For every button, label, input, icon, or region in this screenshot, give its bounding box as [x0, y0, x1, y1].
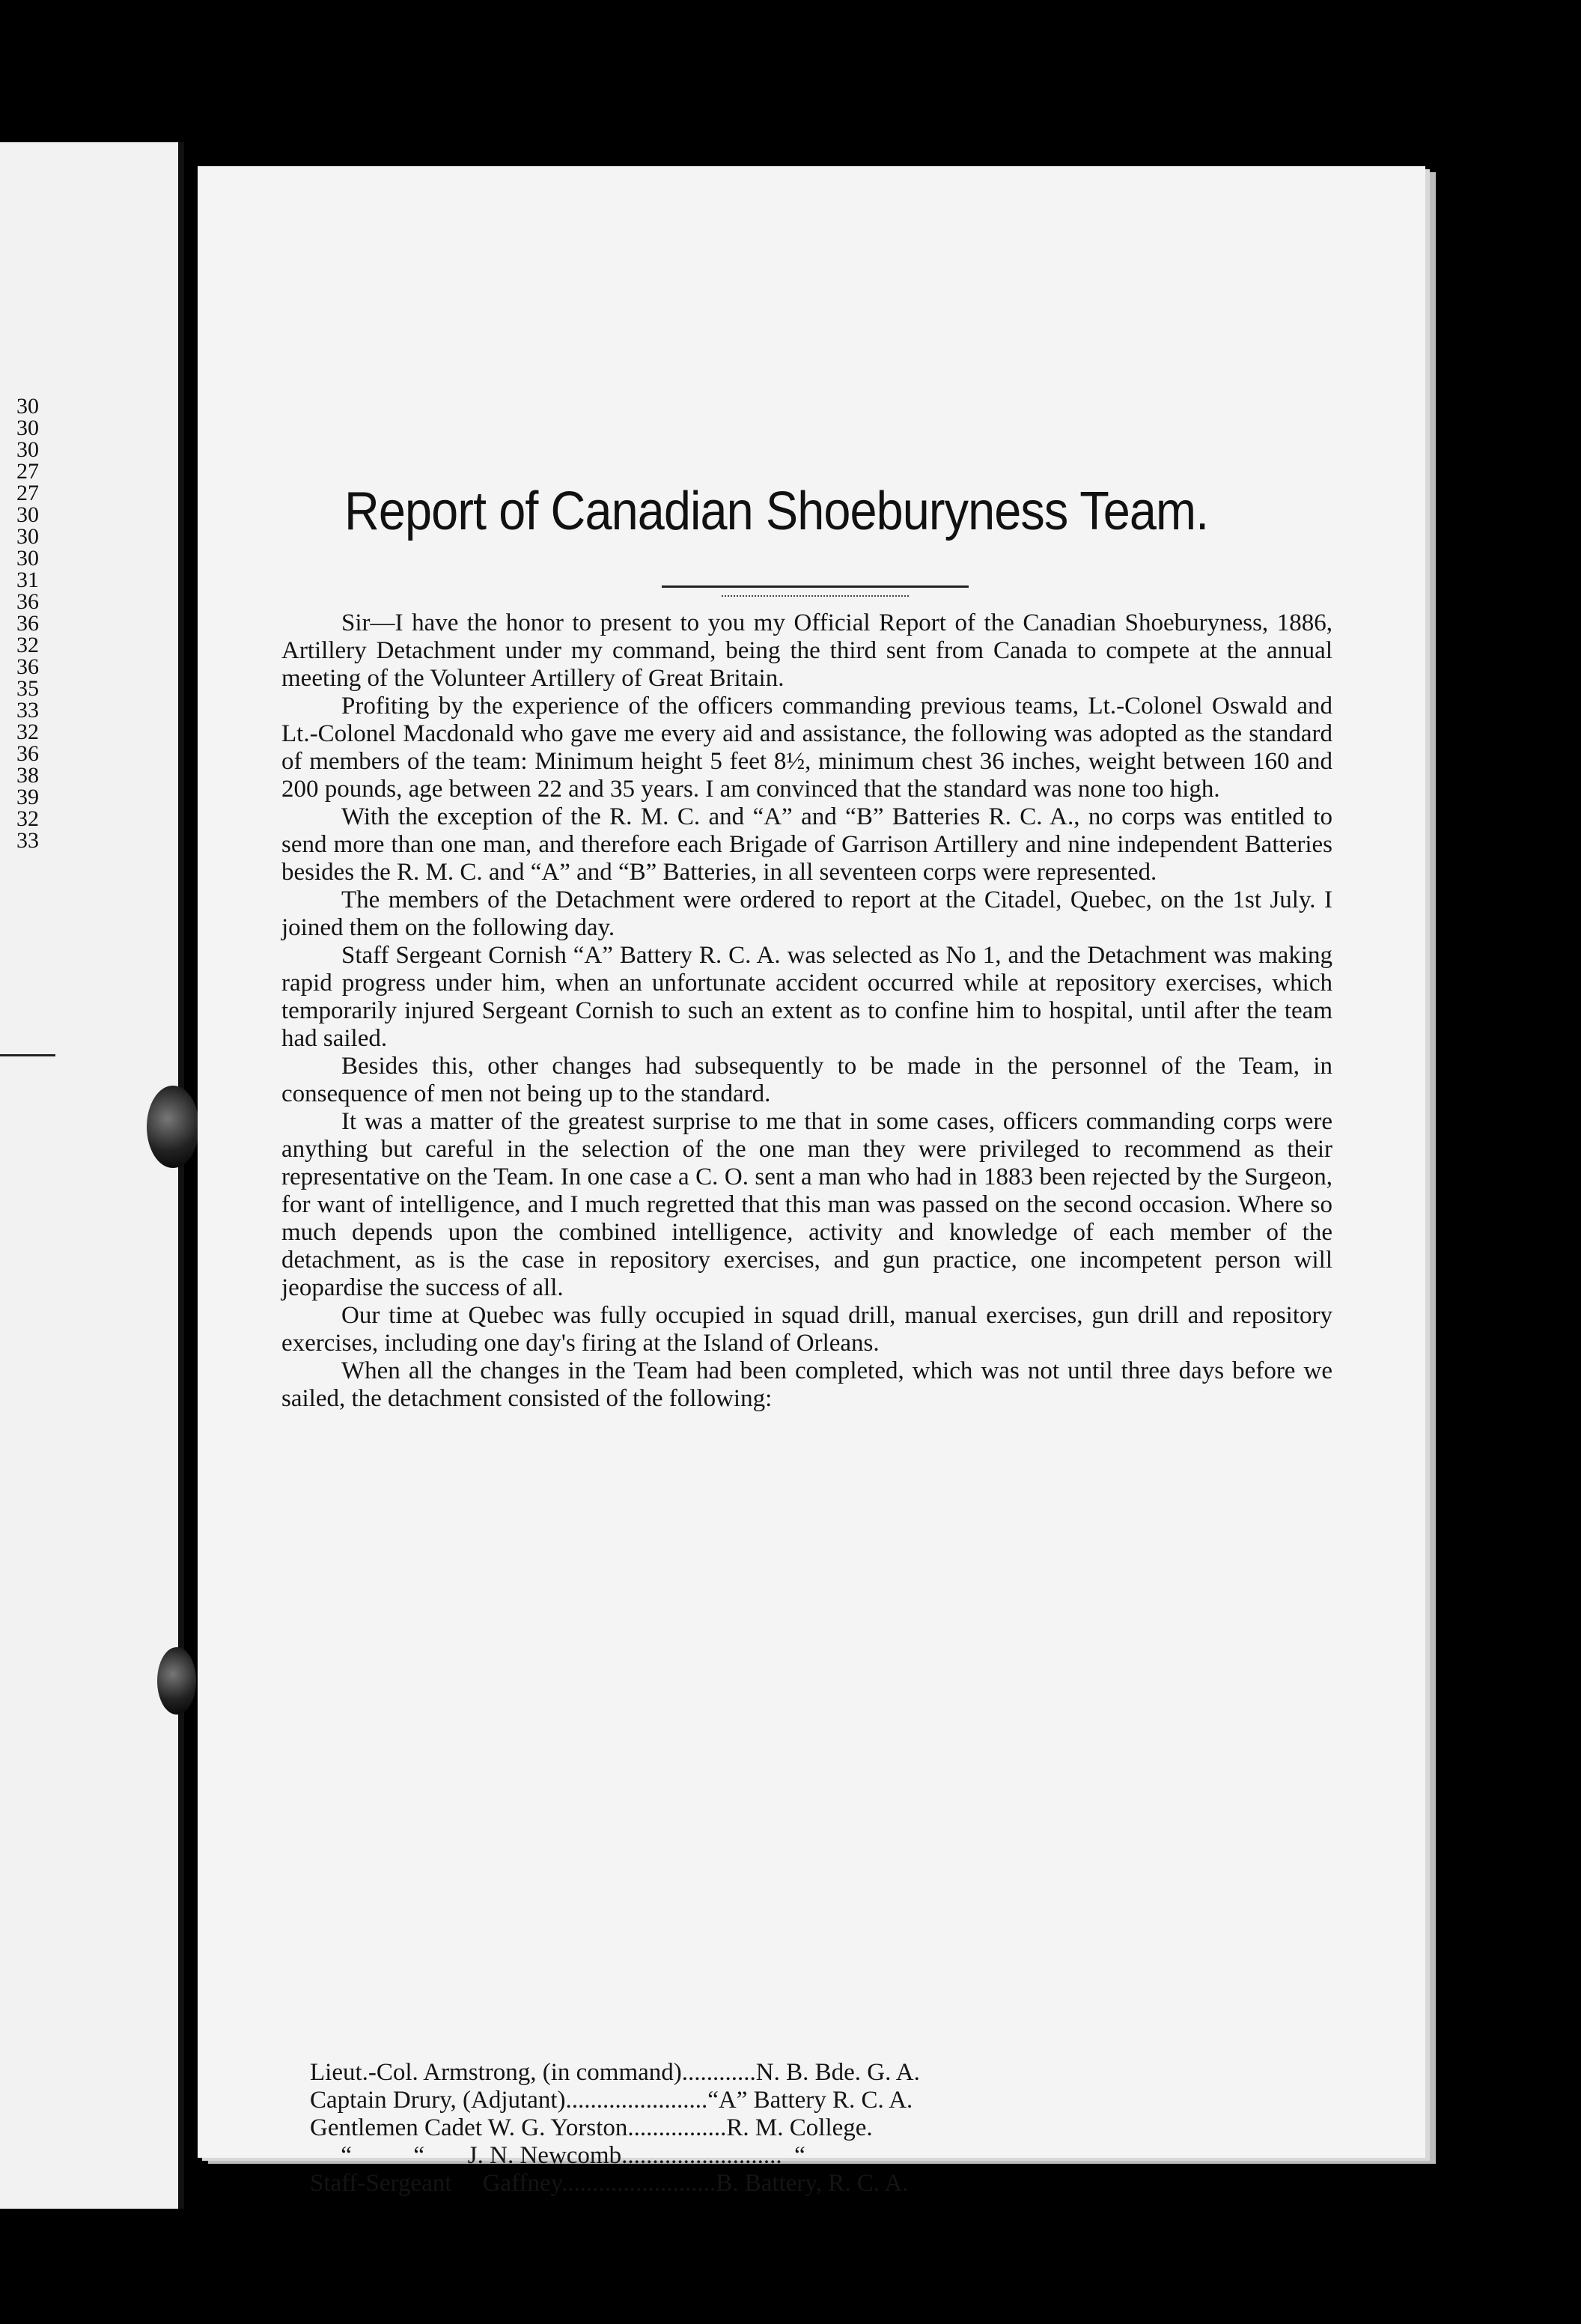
left-page-number: 36 — [16, 589, 39, 614]
report-paragraph: It was a matter of the greatest surprise to me that in some cases, officers commanding corps were anything but careful in the selection of the one man they were privileged to recommend as their representative on the Team. In one case a C. O. sent a man who had in 1883 been rejected by the Surgeon, for want of intelligence, and I much regretted that this man was passed on the second occasion. Where so much depends upon the combined intelligence, activity and knowledge of each member of the detachment, as is the case in repository exercises, and gun practice, one incompetent person will jeopardise the success of all. — [281, 1108, 1332, 1301]
roster-entry: “ “ J. N. Newcomb.......................... “ — [310, 2142, 805, 2169]
left-page-number: 30 — [16, 416, 39, 440]
report-paragraph: With the exception of the R. M. C. and “A” and “B” Batteries R. C. A., no corps was entitled to send more than one man, and therefore each Brigade of Garrison Artillery and nine independent Batteries besides the R. M. C. and “A” and “B” Batteries, in all seventeen corps were represented. — [281, 803, 1332, 886]
left-page-number: 32 — [16, 633, 39, 657]
left-page-number: 30 — [16, 437, 39, 462]
left-page-number: 30 — [16, 394, 39, 419]
left-page-number: 30 — [16, 546, 39, 571]
left-page-number: 32 — [16, 806, 39, 831]
page-title: Report of Canadian Shoeburyness Team. — [344, 481, 1209, 541]
title-ornament — [722, 588, 909, 597]
roster-entry: Captain Drury, (Adjutant).......................“A” Battery R. C. A. — [310, 2087, 913, 2114]
left-page-number: 38 — [16, 763, 39, 788]
report-body — [281, 609, 1332, 1413]
left-page-number: 27 — [16, 459, 39, 484]
left-page-number: 35 — [16, 676, 39, 701]
left-page-rule — [0, 1054, 55, 1056]
left-page-number: 30 — [16, 502, 39, 527]
roster-entry: Staff-Sergeant Gaffney.........................B. Battery, R. C. A. — [310, 2170, 909, 2197]
left-page-number: 30 — [16, 524, 39, 549]
binding-thread-knot — [147, 1086, 199, 1168]
detachment-roster — [310, 2059, 1283, 2197]
left-page-number: 39 — [16, 785, 39, 809]
left-page-number: 27 — [16, 481, 39, 505]
left-page-number: 31 — [16, 568, 39, 592]
left-page-number-column — [16, 395, 61, 851]
roster-entry: Lieut.-Col. Armstrong, (in command)............N. B. Bde. G. A. — [310, 2059, 920, 2086]
left-page-number: 36 — [16, 611, 39, 636]
left-page-number: 36 — [16, 741, 39, 766]
left-page-number: 36 — [16, 654, 39, 679]
book-spine — [178, 142, 184, 2209]
main-page — [198, 166, 1425, 2197]
report-paragraph: Besides this, other changes had subsequently to be made in the personnel of the Team, in consequence of men not being up to the standard. — [281, 1053, 1332, 1107]
left-page-number: 33 — [16, 698, 39, 723]
binding-thread-knot — [157, 1647, 196, 1715]
roster-entry: Gentlemen Cadet W. G. Yorston................R. M. College. — [310, 2114, 873, 2141]
report-paragraph: When all the changes in the Team had been completed, which was not until three days before we sailed, the detachment consisted of the following: — [281, 1357, 1332, 1412]
report-paragraph: Our time at Quebec was fully occupied in squad drill, manual exercises, gun drill and repository exercises, including one day's firing at the Island of Orleans. — [281, 1302, 1332, 1357]
report-paragraph: The members of the Detachment were ordered to report at the Citadel, Quebec, on the 1st July. I joined them on the following day. — [281, 886, 1332, 941]
report-paragraph: Staff Sergeant Cornish “A” Battery R. C. A. was selected as No 1, and the Detachment was making rapid progress under him, when an unfortunate accident occurred while at repository exercises, which temporarily injured Sergeant Cornish to such an extent as to confine him to hospital, until after the team had sailed. — [281, 942, 1332, 1052]
left-page-number: 32 — [16, 720, 39, 744]
report-paragraph: Profiting by the experience of the officers commanding previous teams, Lt.-Colonel Oswald and Lt.-Colonel Macdonald who gave me every aid and assistance, the following was adopted as the standard of members of the team: Minimum height 5 feet 8½, minimum chest 36 inches, weight between 160 and 200 pounds, age between 22 and 35 years. I am convinced that the standard was none too high. — [281, 693, 1332, 803]
left-page-number: 33 — [16, 828, 39, 853]
report-paragraph: Sir—I have the honor to present to you my Official Report of the Canadian Shoeburyness, 1886, Artillery Detachment under my command, being the third sent from Canada to compete at the annual meeting of the Volunteer Artillery of Great Britain. — [281, 609, 1332, 692]
